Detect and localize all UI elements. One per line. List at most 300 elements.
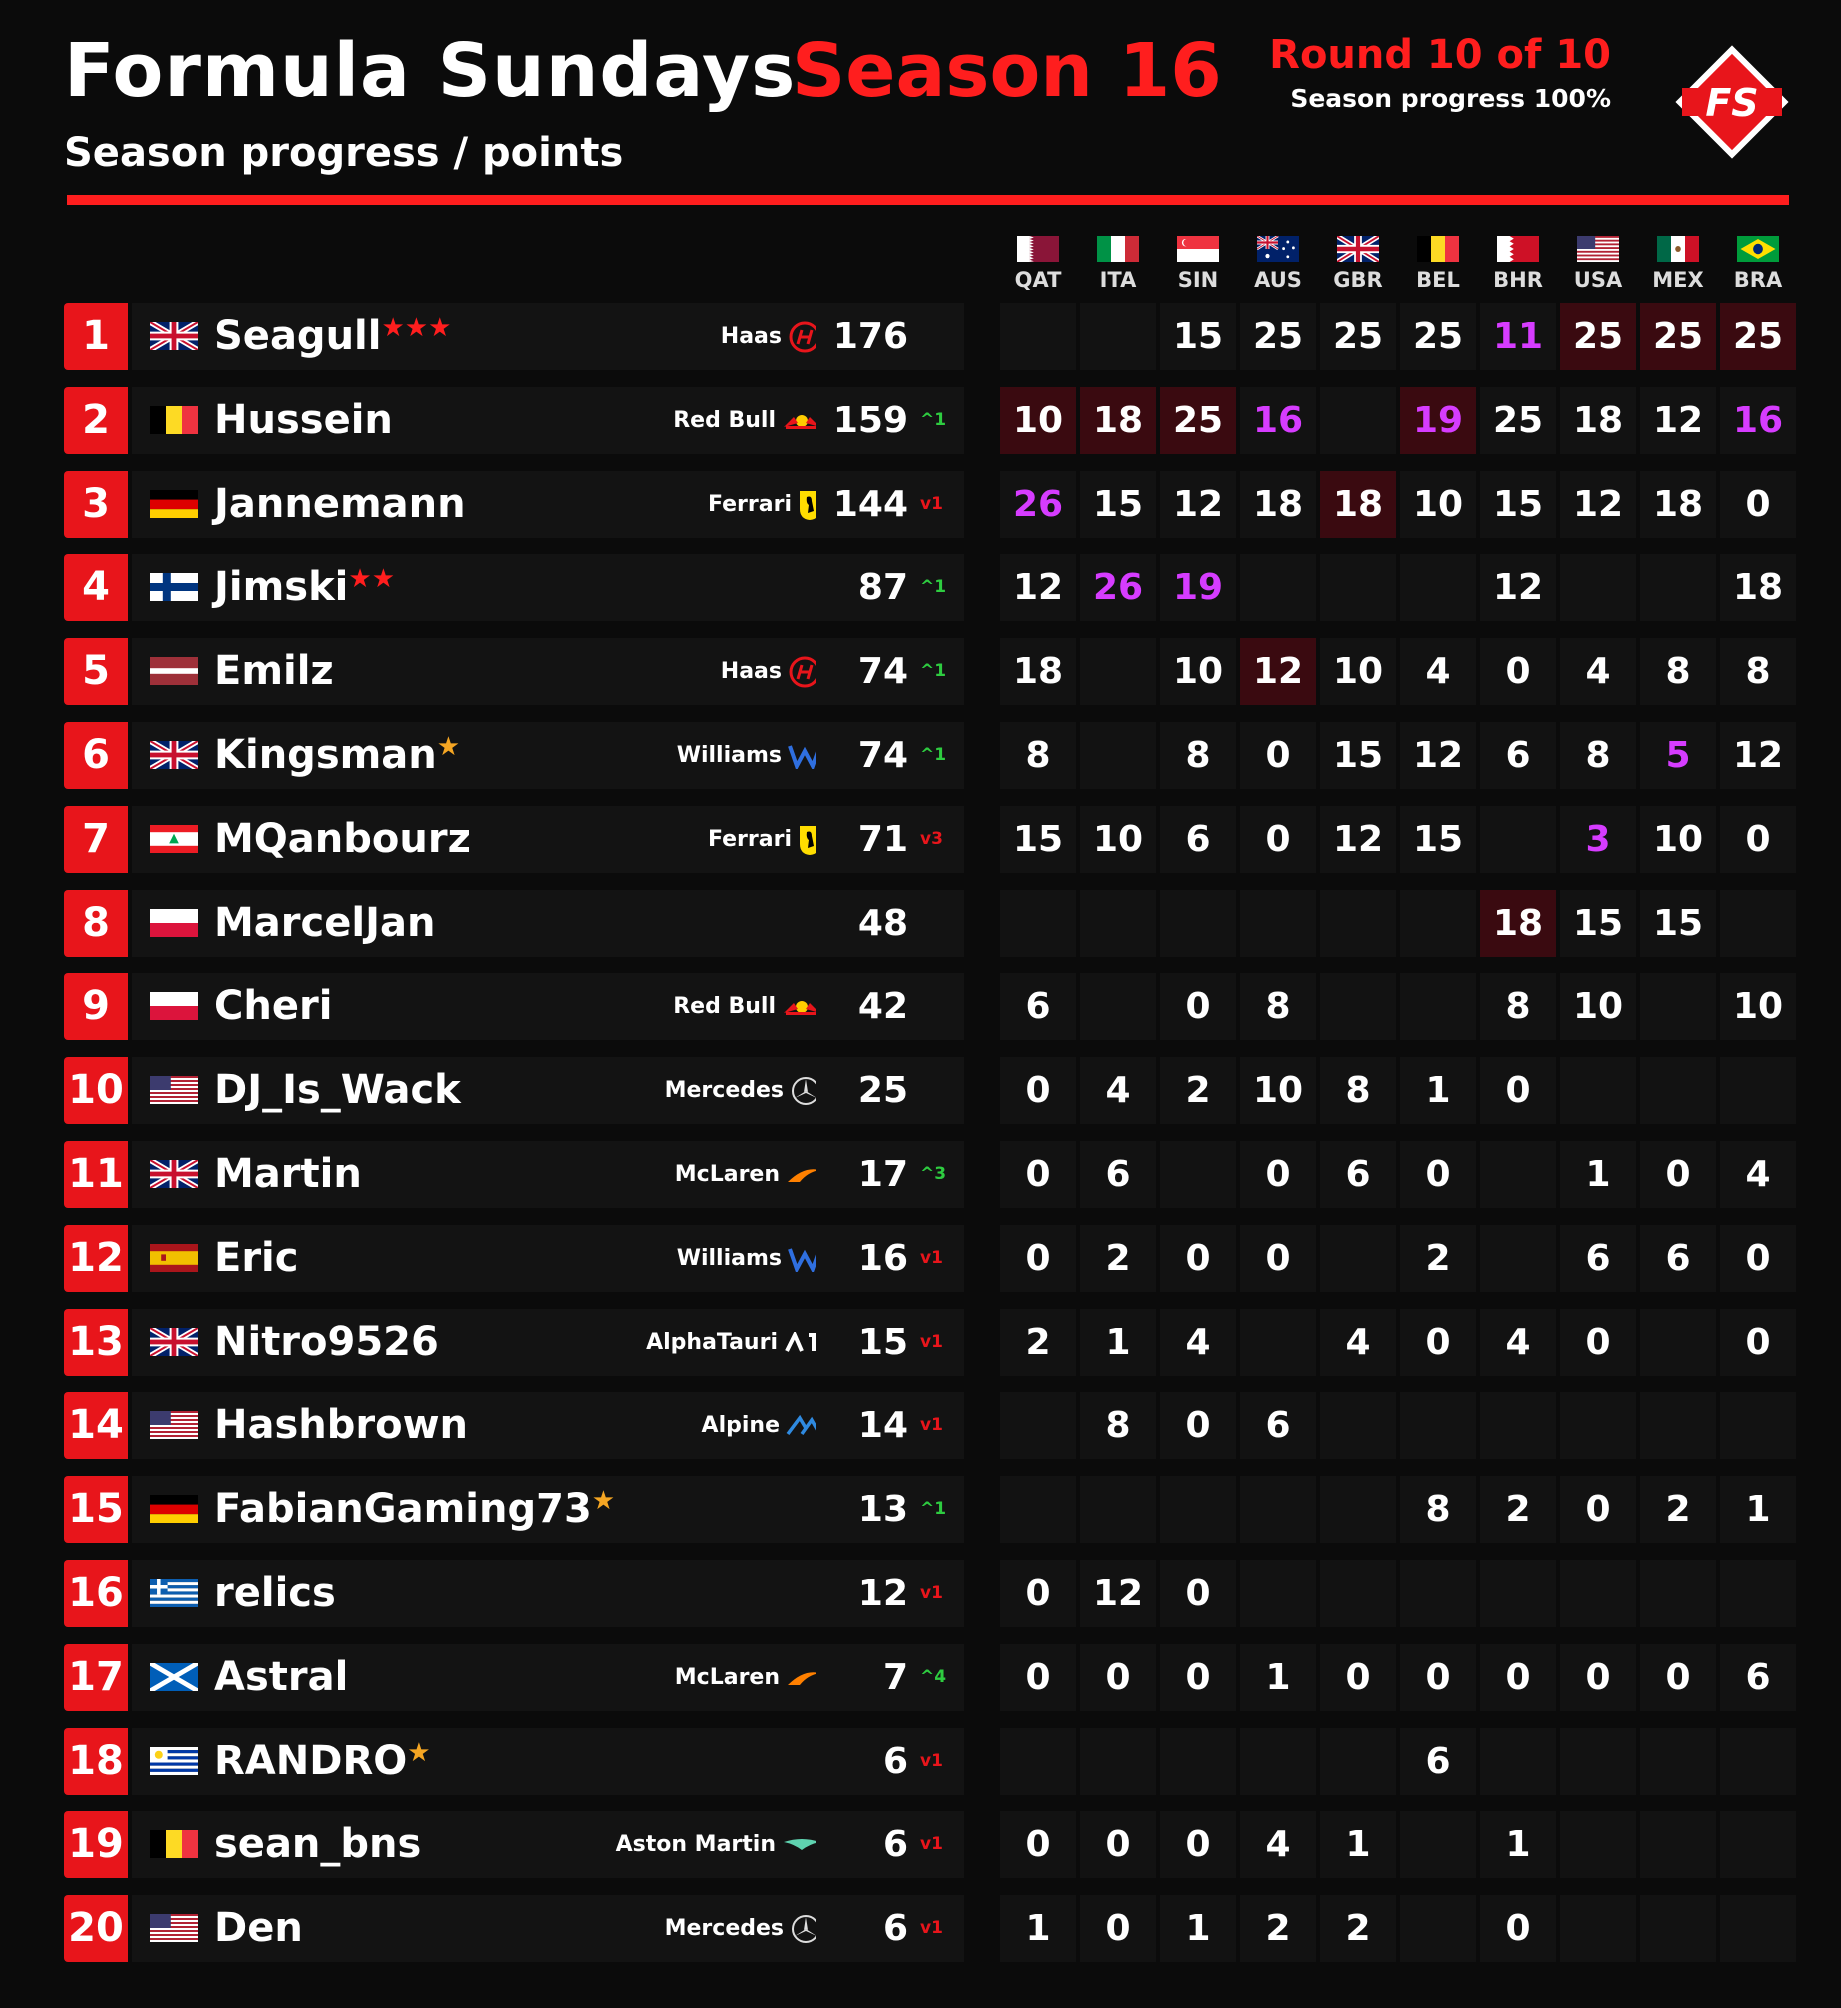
race-result-aus — [1240, 554, 1316, 621]
star-rating-icon: ★★ — [348, 564, 396, 594]
position-change: v1 — [920, 1583, 943, 1603]
race-result-ita — [1080, 890, 1156, 957]
driver-name-text: Cheri — [214, 983, 333, 1029]
total-points: 48 — [857, 903, 908, 944]
race-result-bhr: 0 — [1480, 1895, 1556, 1962]
total-points-box — [816, 1141, 964, 1208]
race-result-bel: 6 — [1400, 1728, 1476, 1795]
total-points-box — [816, 973, 964, 1040]
race-result-bel — [1400, 1560, 1476, 1627]
total-points-box — [816, 1895, 964, 1962]
race-header-bhr — [1482, 236, 1554, 292]
race-result-aus: 12 — [1240, 638, 1316, 705]
race-result-bhr: 18 — [1480, 890, 1556, 957]
driver-name — [214, 1309, 439, 1376]
race-result-mex — [1640, 554, 1716, 621]
race-result-sin: 0 — [1160, 1811, 1236, 1878]
driver-name-box — [132, 806, 828, 873]
position-change: ^4 — [920, 1667, 947, 1687]
race-result-usa: 25 — [1560, 303, 1636, 370]
race-result-qat: 8 — [1000, 722, 1076, 789]
race-result-aus: 25 — [1240, 303, 1316, 370]
race-result-usa: 12 — [1560, 471, 1636, 538]
team-name: Williams — [676, 743, 782, 768]
race-result-mex — [1640, 1811, 1716, 1878]
race-result-qat: 12 — [1000, 554, 1076, 621]
total-points-box — [816, 1560, 964, 1627]
race-result-bel: 8 — [1400, 1476, 1476, 1543]
position-badge: 14 — [64, 1392, 128, 1459]
race-result-ita: 26 — [1080, 554, 1156, 621]
driver-name-text: Den — [214, 1905, 303, 1951]
race-result-aus: 4 — [1240, 1811, 1316, 1878]
race-flag-icon — [1482, 236, 1554, 262]
race-result-bhr — [1480, 1141, 1556, 1208]
total-points: 87 — [857, 567, 908, 608]
driver-flag-icon — [150, 1914, 198, 1946]
race-header-gbr — [1322, 236, 1394, 292]
position-badge: 4 — [64, 554, 128, 621]
race-result-usa: 10 — [1560, 973, 1636, 1040]
position-badge: 1 — [64, 303, 128, 370]
race-label: BEL — [1416, 268, 1460, 292]
position-change: v1 — [920, 1834, 943, 1854]
race-result-bra: 18 — [1720, 554, 1796, 621]
position-change: ^1 — [920, 410, 947, 430]
driver-flag-icon — [150, 909, 198, 941]
position-badge: 2 — [64, 387, 128, 454]
driver-name — [214, 890, 435, 957]
race-result-aus — [1240, 1560, 1316, 1627]
race-result-bra: 1 — [1720, 1476, 1796, 1543]
race-result-mex: 2 — [1640, 1476, 1716, 1543]
race-result-qat: 0 — [1000, 1225, 1076, 1292]
race-result-sin: 8 — [1160, 722, 1236, 789]
position-change: v1 — [920, 494, 943, 514]
race-header-aus — [1242, 236, 1314, 292]
driver-name-text: Hashbrown — [214, 1402, 469, 1448]
driver-name-box — [132, 1476, 828, 1543]
driver-name-box — [132, 1225, 828, 1292]
position-change: v1 — [920, 1415, 943, 1435]
race-result-mex — [1640, 973, 1716, 1040]
race-result-sin: 10 — [1160, 638, 1236, 705]
team-name: Ferrari — [708, 492, 792, 517]
race-result-bel: 0 — [1400, 1309, 1476, 1376]
race-result-bel — [1400, 1392, 1476, 1459]
race-result-ita — [1080, 1728, 1156, 1795]
position-badge: 5 — [64, 638, 128, 705]
race-label: SIN — [1177, 268, 1219, 292]
race-result-bhr: 25 — [1480, 387, 1556, 454]
race-result-bra — [1720, 1811, 1796, 1878]
driver-name-box — [132, 387, 828, 454]
position-change: ^3 — [920, 1164, 947, 1184]
driver-name-box — [132, 1392, 828, 1459]
total-points: 42 — [857, 986, 908, 1027]
race-result-bra — [1720, 1057, 1796, 1124]
driver-name-text: Jannemann — [214, 481, 466, 527]
driver-flag-icon — [150, 1160, 198, 1192]
race-result-aus: 1 — [1240, 1644, 1316, 1711]
race-label: BHR — [1493, 268, 1543, 292]
total-points: 144 — [832, 484, 908, 525]
driver-flag-icon — [150, 825, 198, 857]
race-result-sin: 0 — [1160, 1225, 1236, 1292]
race-result-gbr: 18 — [1320, 471, 1396, 538]
race-result-bel — [1400, 554, 1476, 621]
race-result-sin: 19 — [1160, 554, 1236, 621]
driver-name — [214, 1728, 431, 1795]
race-result-sin: 0 — [1160, 1392, 1236, 1459]
race-result-sin: 12 — [1160, 471, 1236, 538]
race-result-ita: 15 — [1080, 471, 1156, 538]
race-result-usa: 0 — [1560, 1309, 1636, 1376]
team-label — [616, 1811, 822, 1878]
race-flag-icon — [1082, 236, 1154, 262]
team-name: Ferrari — [708, 827, 792, 852]
race-result-mex — [1640, 1057, 1716, 1124]
driver-flag-icon — [150, 1747, 198, 1779]
race-result-bhr — [1480, 1225, 1556, 1292]
race-result-ita: 0 — [1080, 1895, 1156, 1962]
race-result-gbr — [1320, 1728, 1396, 1795]
race-result-bel: 0 — [1400, 1141, 1476, 1208]
race-result-sin — [1160, 890, 1236, 957]
total-points: 14 — [857, 1405, 908, 1446]
position-change: v1 — [920, 1918, 943, 1938]
race-result-qat: 0 — [1000, 1141, 1076, 1208]
race-result-bel: 1 — [1400, 1057, 1476, 1124]
race-result-aus — [1240, 1309, 1316, 1376]
total-points: 16 — [857, 1238, 908, 1279]
total-points-box — [816, 1644, 964, 1711]
position-change: ^1 — [920, 661, 947, 681]
driver-name — [214, 554, 395, 621]
season-progress: Season progress 100% — [1290, 84, 1611, 113]
position-badge: 7 — [64, 806, 128, 873]
page-title: Formula Sundays — [64, 28, 797, 114]
position-badge: 18 — [64, 1728, 128, 1795]
driver-flag-icon — [150, 1830, 198, 1862]
race-result-ita — [1080, 303, 1156, 370]
race-result-bel: 12 — [1400, 722, 1476, 789]
race-result-bel: 15 — [1400, 806, 1476, 873]
race-result-qat — [1000, 1392, 1076, 1459]
total-points: 6 — [882, 1824, 908, 1865]
race-result-ita: 8 — [1080, 1392, 1156, 1459]
race-result-ita — [1080, 973, 1156, 1040]
race-result-ita: 0 — [1080, 1644, 1156, 1711]
position-badge: 3 — [64, 471, 128, 538]
race-result-bhr: 12 — [1480, 554, 1556, 621]
race-result-bra — [1720, 890, 1796, 957]
race-result-bhr — [1480, 1560, 1556, 1627]
race-result-usa — [1560, 1811, 1636, 1878]
driver-name-box — [132, 303, 828, 370]
race-header-qat — [1002, 236, 1074, 292]
race-result-qat — [1000, 1728, 1076, 1795]
driver-name-text: DJ_Is_Wack — [214, 1067, 461, 1113]
position-badge: 9 — [64, 973, 128, 1040]
race-flag-icon — [1562, 236, 1634, 262]
driver-name — [214, 722, 460, 789]
driver-name — [214, 1811, 421, 1878]
race-result-sin — [1160, 1728, 1236, 1795]
team-label — [673, 387, 822, 454]
driver-name-box — [132, 638, 828, 705]
race-result-usa: 3 — [1560, 806, 1636, 873]
star-rating-icon: ★ — [407, 1738, 431, 1768]
total-points: 6 — [882, 1908, 908, 1949]
total-points-box — [816, 1057, 964, 1124]
race-result-bel — [1400, 973, 1476, 1040]
race-result-bra: 0 — [1720, 806, 1796, 873]
driver-name-box — [132, 1811, 828, 1878]
race-header-bel — [1402, 236, 1474, 292]
race-result-qat: 0 — [1000, 1560, 1076, 1627]
team-label — [677, 722, 822, 789]
race-result-gbr — [1320, 387, 1396, 454]
position-badge: 17 — [64, 1644, 128, 1711]
driver-flag-icon — [150, 573, 198, 605]
race-result-usa: 4 — [1560, 638, 1636, 705]
race-result-usa: 0 — [1560, 1644, 1636, 1711]
race-result-bra: 0 — [1720, 1225, 1796, 1292]
driver-name-text: Seagull — [214, 313, 382, 359]
total-points: 25 — [857, 1070, 908, 1111]
race-result-qat: 18 — [1000, 638, 1076, 705]
race-label: USA — [1573, 268, 1623, 292]
race-result-gbr: 0 — [1320, 1644, 1396, 1711]
race-result-qat: 0 — [1000, 1644, 1076, 1711]
race-result-ita: 18 — [1080, 387, 1156, 454]
race-result-bra: 8 — [1720, 638, 1796, 705]
race-result-qat: 10 — [1000, 387, 1076, 454]
race-result-bel — [1400, 890, 1476, 957]
driver-name-text: sean_bns — [214, 1821, 422, 1867]
race-result-aus: 16 — [1240, 387, 1316, 454]
race-result-usa: 6 — [1560, 1225, 1636, 1292]
team-label — [721, 303, 822, 370]
race-result-gbr — [1320, 1476, 1396, 1543]
race-result-usa — [1560, 554, 1636, 621]
race-result-sin: 0 — [1160, 973, 1236, 1040]
race-result-mex: 0 — [1640, 1141, 1716, 1208]
race-result-aus — [1240, 1476, 1316, 1543]
race-result-gbr: 6 — [1320, 1141, 1396, 1208]
team-name: Mercedes — [664, 1916, 784, 1941]
total-points-box — [816, 1392, 964, 1459]
race-result-bra: 10 — [1720, 973, 1796, 1040]
race-result-bel: 19 — [1400, 387, 1476, 454]
race-result-aus: 0 — [1240, 806, 1316, 873]
race-result-aus: 6 — [1240, 1392, 1316, 1459]
position-change: v3 — [920, 829, 943, 849]
total-points-box — [816, 890, 964, 957]
team-name: AlphaTauri — [646, 1330, 778, 1355]
total-points: 74 — [857, 651, 908, 692]
race-label: BRA — [1733, 268, 1783, 292]
team-label — [702, 1392, 822, 1459]
driver-flag-icon — [150, 741, 198, 773]
race-result-mex: 6 — [1640, 1225, 1716, 1292]
driver-flag-icon — [150, 1328, 198, 1360]
total-points: 74 — [857, 735, 908, 776]
race-result-aus: 0 — [1240, 722, 1316, 789]
race-result-bhr: 6 — [1480, 722, 1556, 789]
race-result-qat — [1000, 890, 1076, 957]
driver-name-text: MQanbourz — [214, 816, 471, 862]
race-result-usa — [1560, 1392, 1636, 1459]
race-result-qat: 26 — [1000, 471, 1076, 538]
race-flag-icon — [1002, 236, 1074, 262]
race-result-bel — [1400, 1895, 1476, 1962]
race-result-gbr — [1320, 1392, 1396, 1459]
driver-name-text: MarcelJan — [214, 900, 436, 946]
driver-name-box — [132, 1728, 828, 1795]
team-label — [675, 1141, 822, 1208]
race-result-qat: 0 — [1000, 1057, 1076, 1124]
total-points-box — [816, 554, 964, 621]
total-points-box — [816, 1225, 964, 1292]
race-result-mex — [1640, 1728, 1716, 1795]
driver-name — [214, 471, 466, 538]
total-points-box — [816, 1309, 964, 1376]
race-result-bra — [1720, 1392, 1796, 1459]
race-result-gbr: 15 — [1320, 722, 1396, 789]
total-points: 17 — [857, 1154, 908, 1195]
race-result-usa: 18 — [1560, 387, 1636, 454]
race-result-usa — [1560, 1057, 1636, 1124]
race-result-ita: 1 — [1080, 1309, 1156, 1376]
race-result-gbr — [1320, 973, 1396, 1040]
total-points: 12 — [857, 1573, 908, 1614]
driver-name — [214, 1895, 303, 1962]
driver-name-text: Astral — [214, 1654, 349, 1700]
race-result-ita: 0 — [1080, 1811, 1156, 1878]
total-points: 176 — [832, 316, 908, 357]
race-result-aus: 10 — [1240, 1057, 1316, 1124]
race-result-bhr — [1480, 1392, 1556, 1459]
race-label: AUS — [1254, 268, 1302, 292]
race-result-bhr: 4 — [1480, 1309, 1556, 1376]
team-label — [665, 1895, 822, 1962]
header-divider — [67, 195, 1789, 205]
race-result-bra: 0 — [1720, 471, 1796, 538]
race-result-bra: 4 — [1720, 1141, 1796, 1208]
race-result-sin: 2 — [1160, 1057, 1236, 1124]
race-header-sin — [1162, 236, 1234, 292]
race-result-aus — [1240, 890, 1316, 957]
race-result-bra — [1720, 1560, 1796, 1627]
driver-name-text: Martin — [214, 1151, 362, 1197]
race-result-gbr: 4 — [1320, 1309, 1396, 1376]
round-label: Round 10 of 10 — [1269, 32, 1611, 78]
star-rating-icon: ★★★ — [381, 313, 452, 343]
race-result-usa — [1560, 1895, 1636, 1962]
race-result-bel: 2 — [1400, 1225, 1476, 1292]
race-result-sin: 0 — [1160, 1644, 1236, 1711]
race-result-gbr — [1320, 1225, 1396, 1292]
race-result-bel: 10 — [1400, 471, 1476, 538]
race-result-usa — [1560, 1560, 1636, 1627]
race-result-mex: 0 — [1640, 1644, 1716, 1711]
driver-name — [214, 1057, 461, 1124]
position-change: ^1 — [920, 745, 947, 765]
team-name: Red Bull — [673, 408, 776, 433]
team-label — [673, 973, 822, 1040]
race-result-usa — [1560, 1728, 1636, 1795]
team-name: Aston Martin — [615, 1832, 776, 1857]
race-result-bel: 0 — [1400, 1644, 1476, 1711]
driver-flag-icon — [150, 490, 198, 522]
race-result-ita — [1080, 722, 1156, 789]
driver-name-text: RANDRO — [214, 1738, 408, 1784]
race-result-gbr: 1 — [1320, 1811, 1396, 1878]
race-result-qat: 15 — [1000, 806, 1076, 873]
race-flag-icon — [1242, 236, 1314, 262]
driver-name-text: relics — [214, 1570, 336, 1616]
total-points-box — [816, 1811, 964, 1878]
race-result-mex — [1640, 1309, 1716, 1376]
driver-name — [214, 387, 393, 454]
team-name: Mercedes — [664, 1078, 784, 1103]
race-result-sin: 15 — [1160, 303, 1236, 370]
logo-text: FS — [1705, 81, 1759, 125]
race-result-ita: 6 — [1080, 1141, 1156, 1208]
position-badge: 19 — [64, 1811, 128, 1878]
driver-name-text: Hussein — [214, 397, 393, 443]
season-label: Season 16 — [792, 28, 1222, 114]
driver-flag-icon — [150, 1579, 198, 1611]
race-label: MEX — [1652, 268, 1704, 292]
race-result-mex: 18 — [1640, 471, 1716, 538]
race-result-ita: 10 — [1080, 806, 1156, 873]
race-result-bhr: 8 — [1480, 973, 1556, 1040]
position-change: ^1 — [920, 577, 947, 597]
team-name: McLaren — [674, 1162, 780, 1187]
race-result-usa: 15 — [1560, 890, 1636, 957]
race-flag-icon — [1322, 236, 1394, 262]
race-result-qat: 0 — [1000, 1811, 1076, 1878]
race-result-bel: 25 — [1400, 303, 1476, 370]
race-result-mex: 12 — [1640, 387, 1716, 454]
driver-name-text: FabianGaming73 — [214, 1486, 592, 1532]
race-result-bhr: 0 — [1480, 638, 1556, 705]
race-result-bhr — [1480, 806, 1556, 873]
total-points: 15 — [857, 1322, 908, 1363]
team-name: Haas — [720, 324, 782, 349]
position-badge: 13 — [64, 1309, 128, 1376]
race-result-sin: 4 — [1160, 1309, 1236, 1376]
team-label — [675, 1644, 822, 1711]
driver-name-text: Kingsman — [214, 732, 437, 778]
race-result-qat — [1000, 1476, 1076, 1543]
position-change: v1 — [920, 1751, 943, 1771]
race-result-bra: 0 — [1720, 1309, 1796, 1376]
race-result-bra: 6 — [1720, 1644, 1796, 1711]
driver-name — [214, 1560, 336, 1627]
race-header-usa — [1562, 236, 1634, 292]
race-result-bhr: 0 — [1480, 1057, 1556, 1124]
total-points: 7 — [882, 1657, 908, 1698]
position-badge: 8 — [64, 890, 128, 957]
race-result-qat: 1 — [1000, 1895, 1076, 1962]
total-points-box — [816, 638, 964, 705]
team-label — [708, 471, 822, 538]
race-label: ITA — [1099, 268, 1137, 292]
